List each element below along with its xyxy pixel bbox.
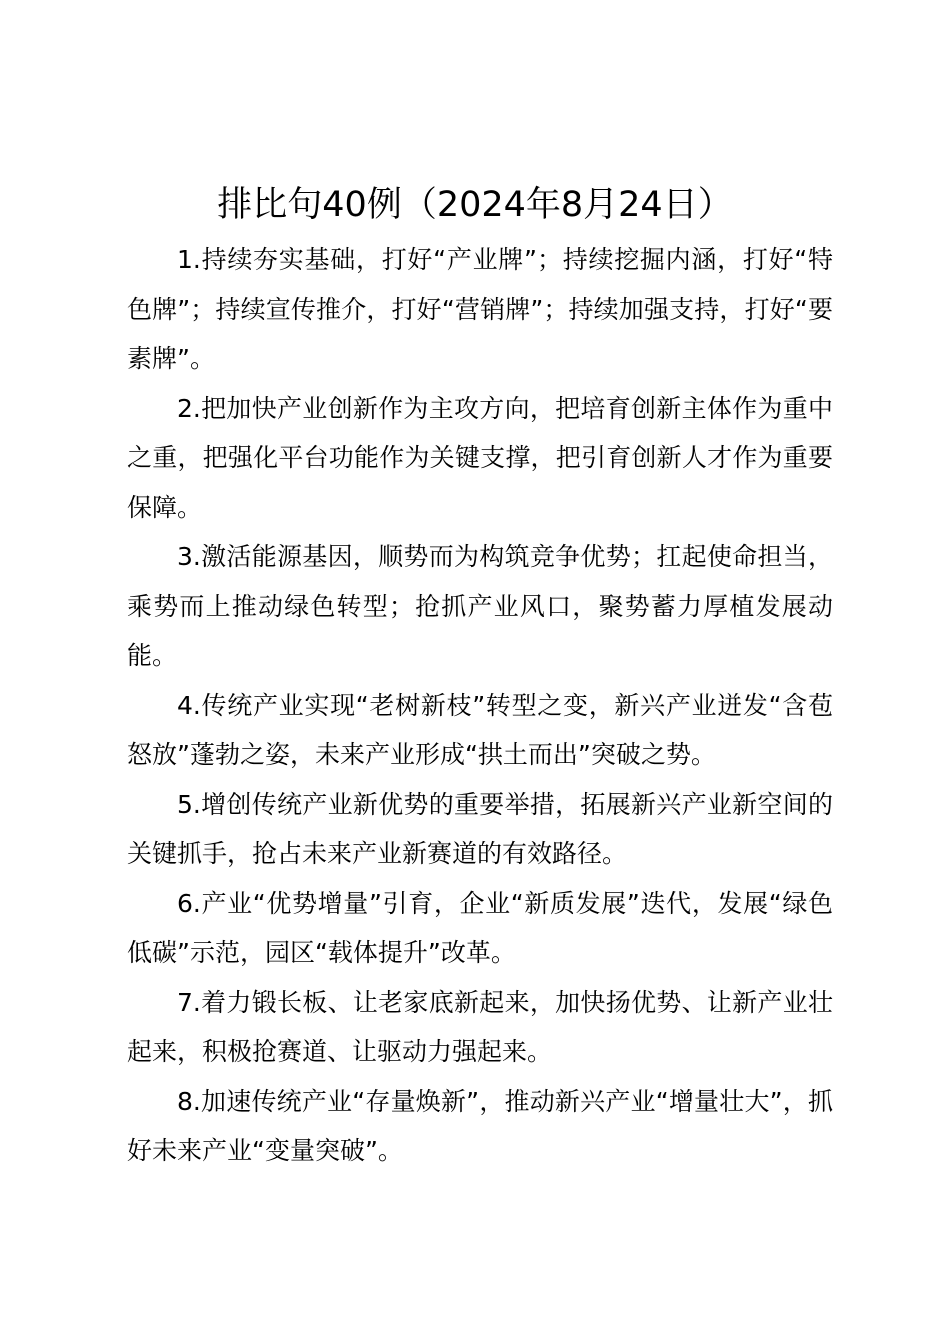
paragraph-8: 8.加速传统产业“存量焕新”，推动新兴产业“增量壮大”，抓好未来产业“变量突破”。 — [127, 1086, 833, 1165]
paragraph-5: 5.增创传统产业新优势的重要举措，拓展新兴产业新空间的关键抓手，抢占未来产业新赛道的有效路径。 — [127, 789, 833, 868]
paragraph-2: 2.把加快产业创新作为主攻方向，把培育创新主体作为重中之重，把强化平台功能作为关键支撑，把引育创新人才作为重要保障。 — [127, 393, 833, 522]
document-title: 排比句40例（2024年8月24日） — [217, 185, 733, 225]
paragraph-6: 6.产业“优势增量”引育，企业“新质发展”迭代，发展“绿色低碳”示范，园区“载体提升”改革。 — [127, 888, 833, 967]
paragraph-3: 3.激活能源基因，顺势而为构筑竞争优势；扛起使命担当，乘势而上推动绿色转型；抢抓产业风口，聚势蓄力厚植发展动能。 — [127, 542, 833, 670]
paragraph-7: 7.着力锻长板、让老家底新起来，加快扬优势、让新产业壮起来，积极抢赛道、让驱动力强起来。 — [127, 987, 833, 1066]
paragraph-4: 4.传统产业实现“老树新枝”转型之变，新兴产业迸发“含苞怒放”蓬勃之姿，未来产业形成“拱土而出”突破之势。 — [127, 690, 833, 769]
document-body — [127, 235, 833, 1176]
paragraph-1: 1.持续夯实基础，打好“产业牌”；持续挖掘内涵，打好“特色牌”；持续宣传推介，打好“营销牌”；持续加强支持，打好“要素牌”。 — [127, 245, 833, 373]
